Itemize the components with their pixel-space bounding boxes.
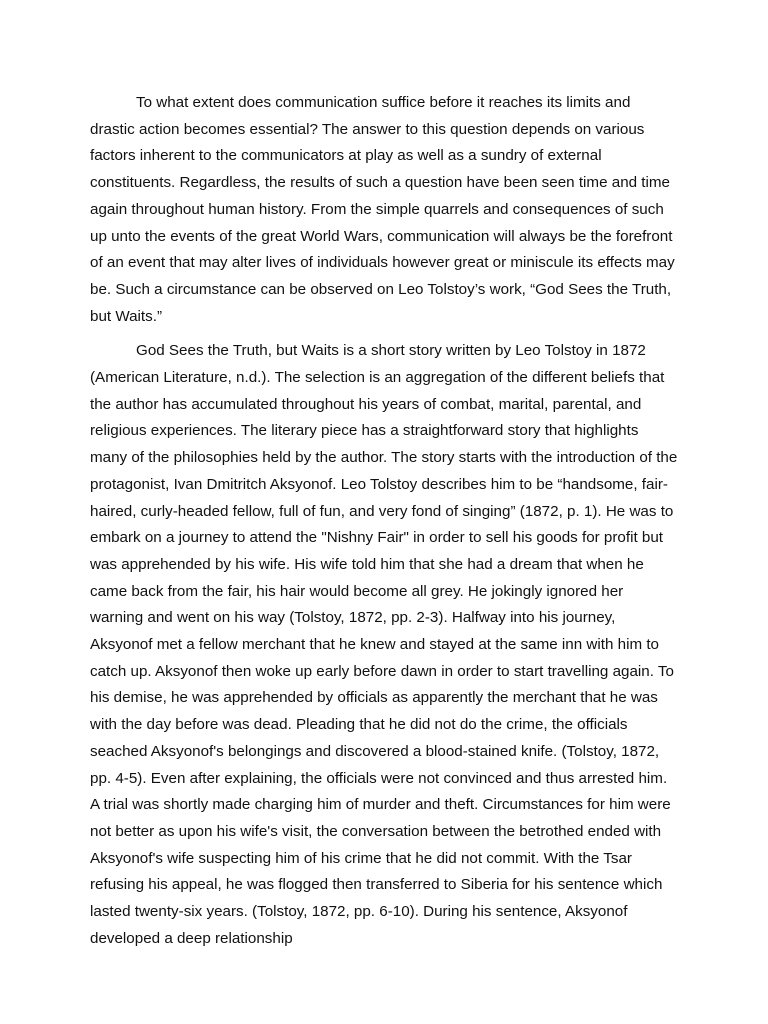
paragraph-intro: To what extent does communication suffice before it reaches its limits and drastic action becomes essential? The answer to this question depends on various factors inherent to the communicators at play as well as a sundry of external constituents. Regardless, the results of such a question have been seen time and time again throughout human history. From the simple quarrels and consequences of such up unto the events of the great World Wars, communication will always be the forefront of an event that may alter lives of individuals however great or miniscule its effects may be. Such a circumstance can be observed on Leo Tolstoy’s work, “God Sees the Truth, but Waits.” (90, 94, 675, 325)
document-body (90, 90, 678, 953)
paragraph-summary: God Sees the Truth, but Waits is a short story written by Leo Tolstoy in 1872 (American Literature, n.d.). The selection is an aggregation of the different beliefs that the author has accumulated throughout his years of combat, marital, parental, and religious experiences. The literary piece has a straightforward story that highlights many of the philosophies held by the author. The story starts with the introduction of the protagonist, Ivan Dmitritch Aksyonof. Leo Tolstoy describes him to be “handsome, fair-haired, curly-headed fellow, full of fun, and very fond of singing” (1872, p. 1). He was to embark on a journey to attend the "Nishny Fair" in order to sell his goods for profit but was apprehended by his wife. His wife told him that she had a dream that when he came back from the fair, his hair would become all grey. He jokingly ignored her warning and went on his way (Tolstoy, 1872, pp. 2-3). Halfway into his journey, Aksyonof met a fellow merchant that he knew and stayed at the same inn with him to catch up. Aksyonof then woke up early before dawn in order to start travelling again. To his demise, he was apprehended by officials as apparently the merchant that he was with the day before was dead. Pleading that he did not do the crime, the officials seached Aksyonof's belongings and discovered a blood-stained knife. (Tolstoy, 1872, pp. 4-5). Even after explaining, the officials were not convinced and thus arrested him. A trial was shortly made charging him of murder and theft. Circumstances for him were not better as upon his wife's visit, the conversation between the betrothed ended with Aksyonof's wife suspecting him of his crime that he did not commit. With the Tsar refusing his appeal, he was flogged then transferred to Siberia for his sentence which lasted twenty-six years. (Tolstoy, 1872, pp. 6-10). During his sentence, Aksyonof developed a deep relationship (90, 342, 678, 947)
